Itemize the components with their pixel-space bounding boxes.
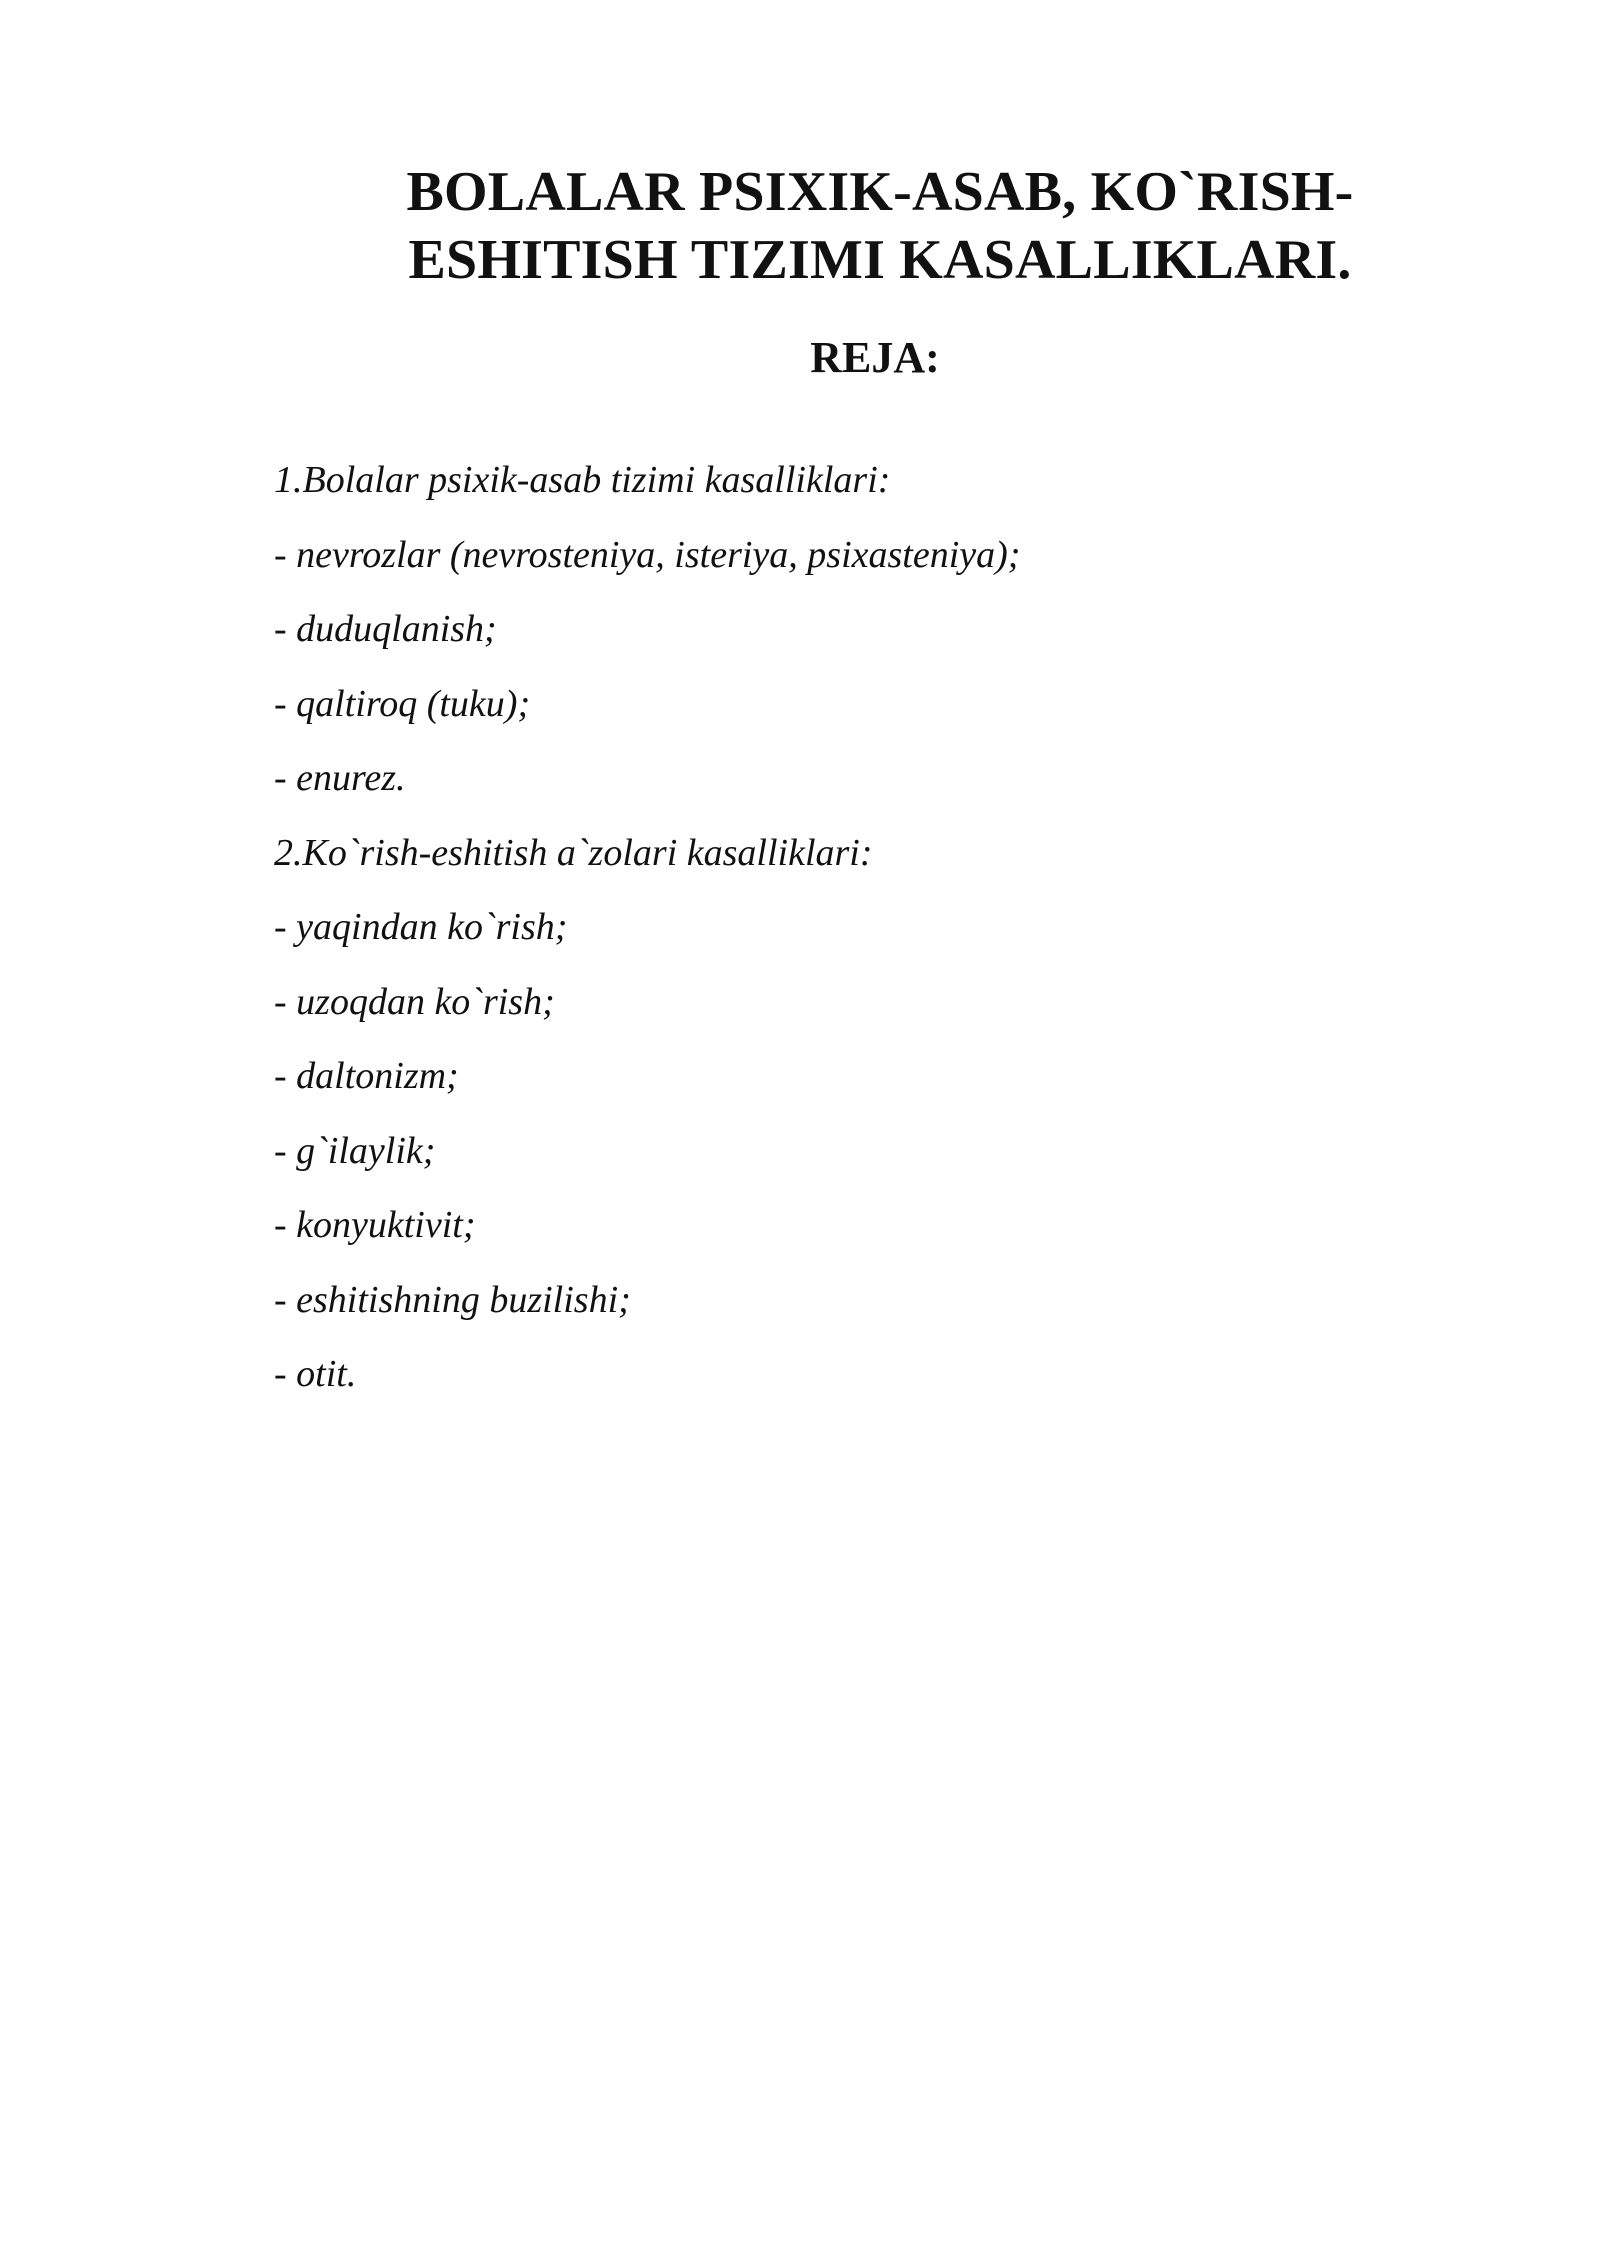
title-line-1: BOLALAR PSIXIK-ASAB, KO`RISH- xyxy=(406,161,1354,223)
plan-item: - nevrozlar (nevrosteniya, isteriya, psixasteniya); xyxy=(274,533,1021,576)
title-line-2: ESHITISH TIZIMI KASALLIKLARI. xyxy=(408,229,1352,291)
plan-item: - uzoqdan ko`rish; xyxy=(274,980,555,1023)
plan-item: - duduqlanish; xyxy=(274,608,497,650)
plan-item: - konyuktivit; xyxy=(274,1204,476,1246)
plan-section-1: 1.Bolalar psixik-asab tizimi kasalliklari: xyxy=(274,459,891,501)
plan-heading: REJA: xyxy=(810,333,940,382)
plan-item: - otit. xyxy=(274,1353,357,1395)
plan-item: - eshitishning buzilishi; xyxy=(274,1278,631,1321)
plan-item: - qaltiroq (tuku); xyxy=(274,682,531,725)
plan-item: - yaqindan ko`rish; xyxy=(274,906,568,948)
plan-item: - enurez. xyxy=(274,757,406,799)
plan-list xyxy=(274,443,1020,1412)
plan-item: - daltonizm; xyxy=(274,1055,459,1097)
document-title xyxy=(340,158,1420,294)
plan-item: - g`ilaylik; xyxy=(274,1129,436,1172)
plan-section-2: 2.Ko`rish-eshitish a`zolari kasalliklari: xyxy=(274,831,873,874)
